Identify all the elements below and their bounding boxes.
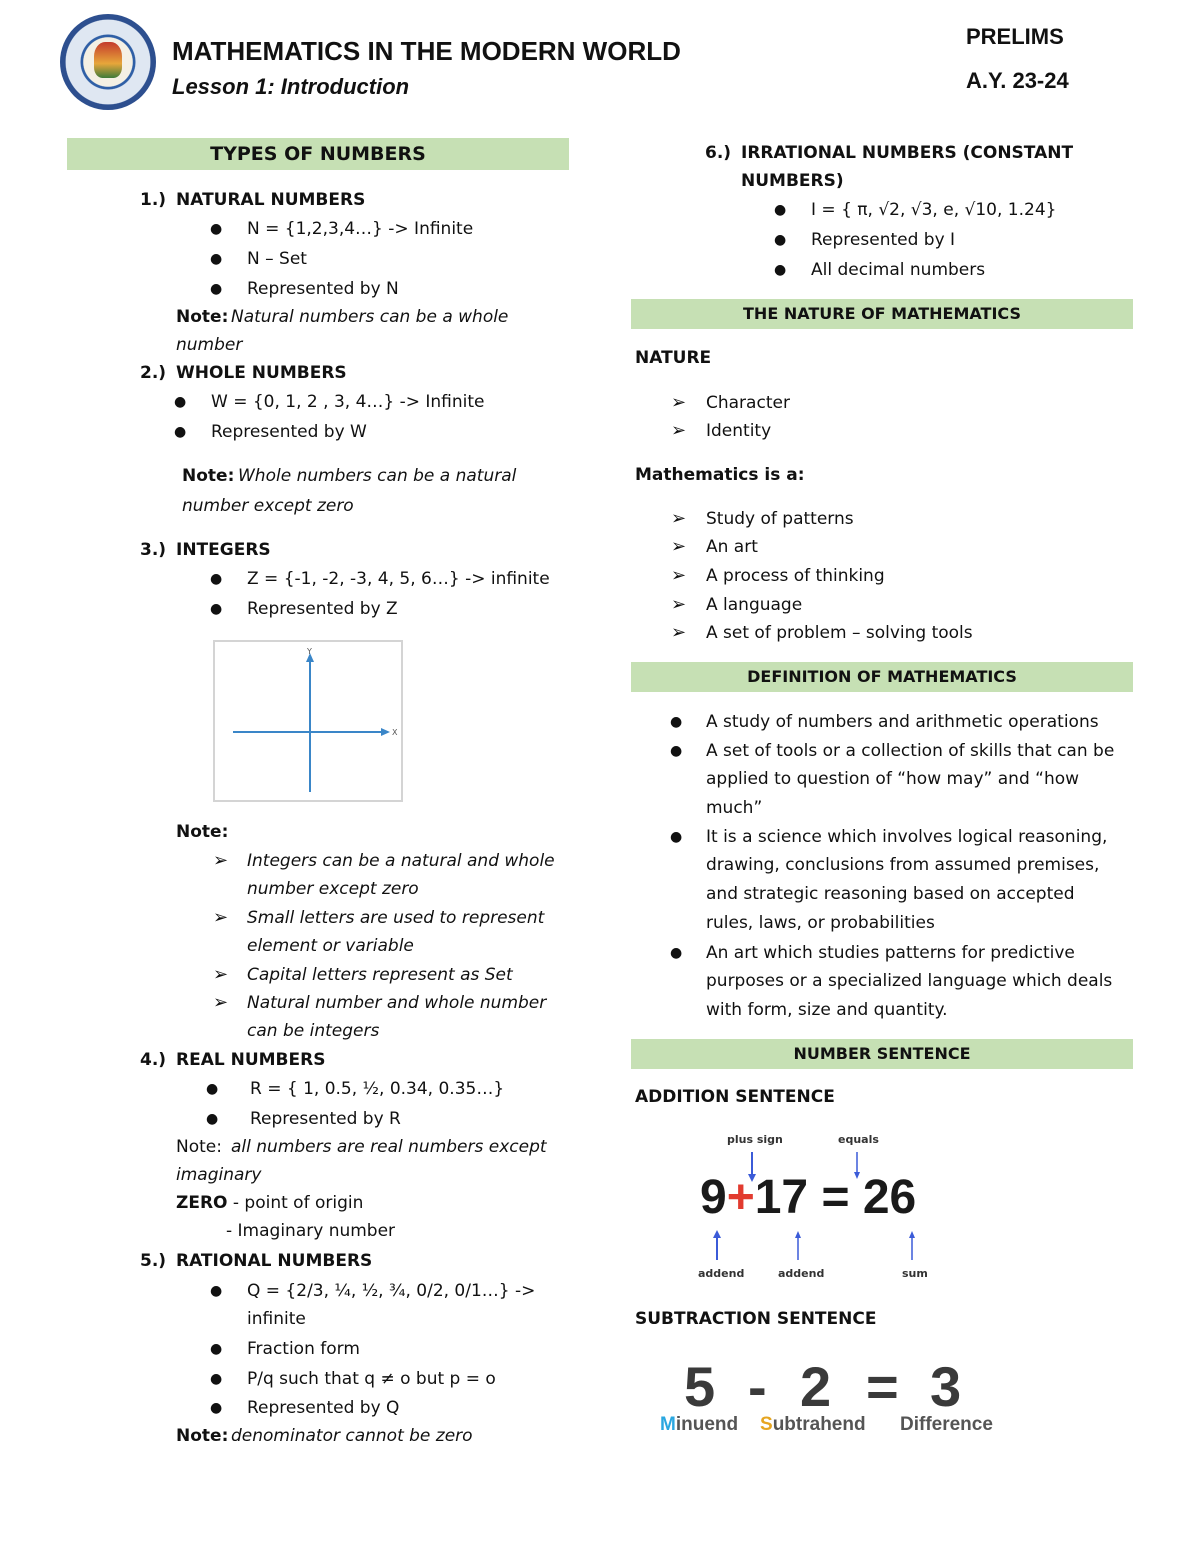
- real-numbers-heading: REAL NUMBERS: [176, 1050, 326, 1070]
- rational-numbers-heading: RATIONAL NUMBERS: [176, 1251, 373, 1271]
- irrational-heading: IRRATIONAL NUMBERS (CONSTANT: [741, 143, 1074, 163]
- term-label: PRELIMS: [966, 24, 1064, 49]
- real-bullet: R = { 1, 0.5, ½, 0.34, 0.35…}: [250, 1079, 505, 1099]
- addend-label: addend: [698, 1267, 745, 1280]
- rational-bullet: Fraction form: [247, 1339, 360, 1359]
- addend-1: 9: [700, 1171, 727, 1224]
- integers-index: 3.): [140, 540, 167, 560]
- definition-line: It is a science which involves logical reasoning,: [706, 827, 1108, 847]
- arrow-bullet-icon: ➢: [213, 964, 229, 985]
- bullet-icon: ●: [210, 221, 223, 237]
- irrational-bullet: I = { π, √2, √3, e, √10, 1.24}: [811, 200, 1057, 220]
- bullet-icon: ●: [670, 743, 683, 759]
- arrow-bullet-icon: ➢: [671, 536, 687, 557]
- subtraction-heading: SUBTRACTION SENTENCE: [635, 1309, 877, 1329]
- zero-desc: - Imaginary number: [226, 1221, 396, 1241]
- natural-numbers-heading: NATURAL NUMBERS: [176, 190, 366, 210]
- zero-label: ZERO: [176, 1193, 228, 1213]
- arrow-bullet-icon: ➢: [213, 850, 229, 871]
- lesson-subtitle: Lesson 1: Introduction: [172, 74, 410, 99]
- integers-note: element or variable: [247, 936, 414, 956]
- rational-note: denominator cannot be zero: [231, 1426, 473, 1446]
- x-axis-arrow-icon: [381, 728, 390, 736]
- rational-bullet: Q = {2/3, ¼, ½, ¾, 0/2, 0/1…} ->: [247, 1281, 536, 1301]
- equals-sign: =: [821, 1171, 850, 1224]
- bullet-icon: ●: [206, 1111, 219, 1127]
- definition-line: applied to question of “how may” and “how: [706, 769, 1080, 789]
- arrow-bullet-icon: ➢: [213, 992, 229, 1013]
- zero-line: [176, 1189, 363, 1217]
- sum-value: 26: [862, 1171, 917, 1224]
- natural-note: number: [176, 335, 243, 355]
- definition-line: A study of numbers and arithmetic operations: [706, 712, 1099, 732]
- definition-line: A set of tools or a collection of skills that can be: [706, 741, 1115, 761]
- equals-label: equals: [838, 1133, 879, 1146]
- arrow-head-icon: [713, 1230, 721, 1238]
- arrow-bullet-icon: ➢: [671, 508, 687, 529]
- math-is-item: Study of patterns: [706, 509, 854, 529]
- math-is-item: A language: [706, 595, 803, 615]
- difference-value: 3: [930, 1355, 962, 1418]
- addition-heading: ADDITION SENTENCE: [635, 1087, 835, 1107]
- addition-equation: [700, 1170, 916, 1225]
- college-logo: [60, 14, 156, 110]
- integers-note: Capital letters represent as Set: [247, 965, 513, 985]
- whole-numbers-heading: WHOLE NUMBERS: [176, 363, 347, 383]
- minuend-label: Minuend: [660, 1414, 739, 1435]
- integers-note: Natural number and whole number: [247, 993, 547, 1013]
- integers-note: Small letters are used to represent: [247, 908, 545, 928]
- zero-desc: - point of origin: [227, 1193, 364, 1213]
- nature-heading: NATURE: [635, 348, 712, 368]
- note-label: Note:: [176, 307, 229, 327]
- nature-item: Character: [706, 393, 790, 413]
- bullet-icon: ●: [774, 262, 787, 278]
- bullet-icon: ●: [206, 1081, 219, 1097]
- natural-bullet: N = {1,2,3,4…} -> Infinite: [247, 219, 474, 239]
- rational-bullet: P/q such that q ≠ o but p = o: [247, 1369, 496, 1389]
- arrow-bullet-icon: ➢: [671, 594, 687, 615]
- math-is-item: An art: [706, 537, 758, 557]
- rational-bullet: Represented by Q: [247, 1398, 400, 1418]
- integers-note: Integers can be a natural and whole: [247, 851, 555, 871]
- bullet-icon: ●: [210, 1283, 223, 1299]
- types-of-numbers-band: TYPES OF NUMBERS: [67, 138, 569, 170]
- definition-line: with form, size and quantity.: [706, 1000, 948, 1020]
- bullet-icon: ●: [774, 202, 787, 218]
- bullet-icon: ●: [210, 601, 223, 617]
- bullet-icon: ●: [210, 1400, 223, 1416]
- real-note: imaginary: [176, 1165, 262, 1185]
- definition-line: An art which studies patterns for predictive: [706, 943, 1075, 963]
- sum-label: sum: [902, 1267, 928, 1280]
- definition-band: DEFINITION OF MATHEMATICS: [631, 662, 1133, 692]
- rational-index: 5.): [140, 1251, 167, 1271]
- arrow-bullet-icon: ➢: [671, 420, 687, 441]
- integers-bullet: Represented by Z: [247, 599, 398, 619]
- difference-label: Difference: [900, 1414, 993, 1435]
- natural-number-index: 1.): [140, 190, 167, 210]
- natural-bullet: Represented by N: [247, 279, 399, 299]
- nature-item: Identity: [706, 421, 772, 441]
- subtrahend-value: 2: [800, 1355, 832, 1418]
- integers-note: number except zero: [247, 879, 419, 899]
- whole-note: number except zero: [182, 496, 354, 516]
- math-is-item: A process of thinking: [706, 566, 885, 586]
- whole-bullet: W = {0, 1, 2 , 3, 4…} -> Infinite: [211, 392, 485, 412]
- arrow-bullet-icon: ➢: [671, 622, 687, 643]
- bullet-icon: ●: [174, 424, 187, 440]
- irrational-bullet: All decimal numbers: [811, 260, 986, 280]
- definition-line: much”: [706, 798, 763, 818]
- bullet-icon: ●: [210, 1341, 223, 1357]
- integers-heading: INTEGERS: [176, 540, 271, 560]
- note-label: Note:: [176, 822, 229, 842]
- bullet-icon: ●: [210, 1371, 223, 1387]
- rational-bullet: infinite: [247, 1309, 306, 1329]
- plus-sign-label: plus sign: [727, 1133, 783, 1146]
- definition-line: purposes or a specialized language which deals: [706, 971, 1113, 991]
- real-note: all numbers are real numbers except: [231, 1137, 547, 1157]
- subtrahend-label: Subtrahend: [760, 1414, 866, 1435]
- arrow-head-icon: [795, 1231, 801, 1238]
- logo-emblem: [94, 42, 122, 78]
- minuend-value: 5: [684, 1355, 716, 1418]
- note-label: Note:: [182, 466, 235, 486]
- bullet-icon: ●: [774, 232, 787, 248]
- real-bullet: Represented by R: [250, 1109, 401, 1129]
- note-label: Note:: [176, 1426, 229, 1446]
- whole-note: Whole numbers can be a natural: [238, 466, 517, 486]
- nature-band: THE NATURE OF MATHEMATICS: [631, 299, 1133, 329]
- coordinate-axes-figure: [213, 640, 403, 802]
- irrational-index: 6.): [705, 143, 732, 163]
- irrational-heading: NUMBERS): [741, 171, 844, 191]
- natural-bullet: N – Set: [247, 249, 307, 269]
- academic-year: A.Y. 23-24: [966, 68, 1069, 93]
- arrow-bullet-icon: ➢: [671, 565, 687, 586]
- addend-2: 17: [754, 1171, 809, 1224]
- bullet-icon: ●: [670, 829, 683, 845]
- bullet-icon: ●: [210, 281, 223, 297]
- x-axis-label: X: [392, 728, 398, 737]
- y-axis-label: Y: [307, 647, 312, 656]
- integers-bullet: Z = {-1, -2, -3, 4, 5, 6…} -> infinite: [247, 569, 550, 589]
- page-title: MATHEMATICS IN THE MODERN WORLD: [172, 36, 681, 66]
- definition-line: drawing, conclusions from assumed premises,: [706, 855, 1100, 875]
- equals-sign: =: [866, 1355, 899, 1418]
- axes-svg: [215, 642, 401, 800]
- note-label: Note:: [176, 1137, 222, 1157]
- arrow-head-icon: [909, 1231, 915, 1238]
- math-is-heading: Mathematics is a:: [635, 465, 805, 485]
- real-index: 4.): [140, 1050, 167, 1070]
- bullet-icon: ●: [210, 251, 223, 267]
- bullet-icon: ●: [670, 714, 683, 730]
- addend-label: addend: [778, 1267, 825, 1280]
- whole-number-index: 2.): [140, 363, 167, 383]
- definition-line: rules, laws, or probabilities: [706, 913, 935, 933]
- integers-note: can be integers: [247, 1021, 380, 1041]
- bullet-icon: ●: [670, 945, 683, 961]
- bullet-icon: ●: [210, 571, 223, 587]
- number-sentence-band: NUMBER SENTENCE: [631, 1039, 1133, 1069]
- plus-sign: +: [726, 1171, 755, 1224]
- math-is-item: A set of problem – solving tools: [706, 623, 973, 643]
- irrational-bullet: Represented by I: [811, 230, 956, 250]
- whole-bullet: Represented by W: [211, 422, 367, 442]
- natural-note: Natural numbers can be a whole: [231, 307, 509, 327]
- arrow-bullet-icon: ➢: [671, 392, 687, 413]
- minus-sign: -: [748, 1355, 767, 1418]
- definition-line: and strategic reasoning based on accepted: [706, 884, 1075, 904]
- bullet-icon: ●: [174, 394, 187, 410]
- arrow-bullet-icon: ➢: [213, 907, 229, 928]
